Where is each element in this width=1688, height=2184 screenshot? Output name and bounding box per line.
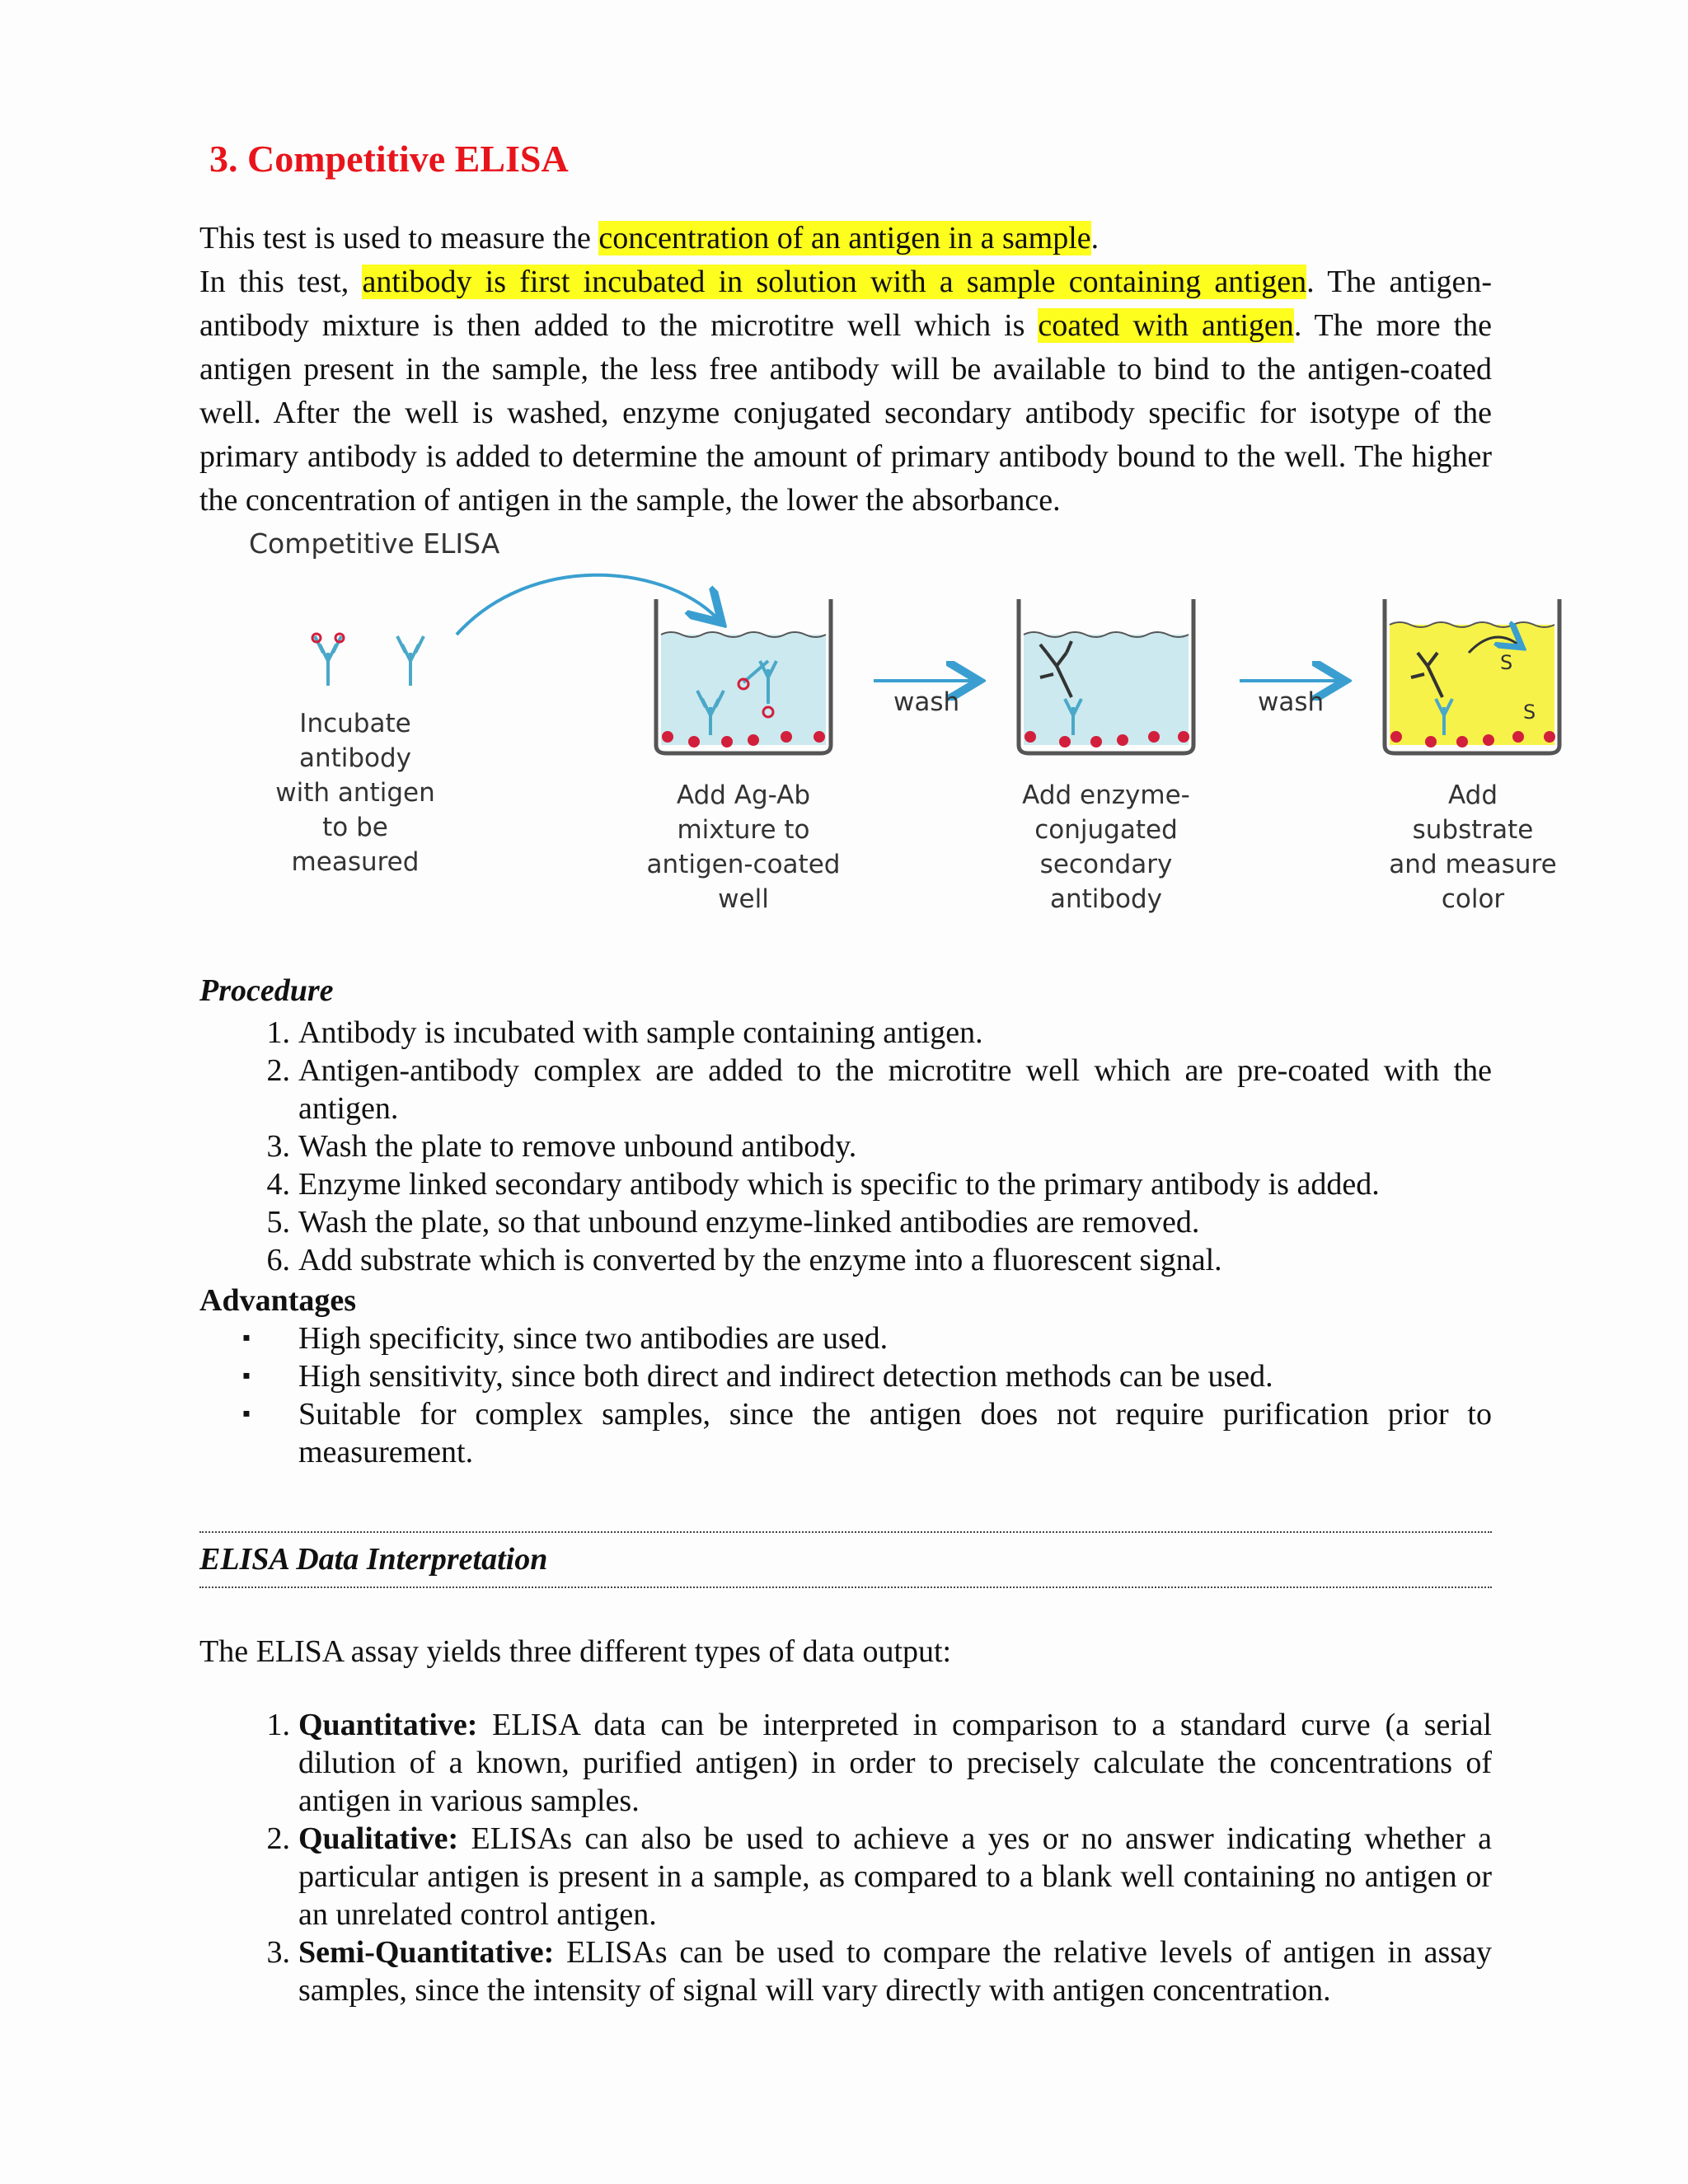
item-number: 6. (266, 1243, 290, 1277)
interpretation-list (199, 1706, 1492, 2009)
well-1 (656, 599, 831, 753)
item-term: Semi-Quantitative: (298, 1935, 555, 1970)
item-number: 3. (266, 1935, 290, 1970)
advantages-list (199, 1319, 1492, 1471)
item-text: ELISAs can also be used to achieve a yes or no answer indicating whether a particular antigen is present in a sample, as compared to a blank well containing no antigen or an unrelated control antigen. (298, 1821, 1492, 1932)
item-number: 3. (266, 1129, 290, 1164)
interpretation-heading: ELISA Data Interpretation (199, 1542, 548, 1577)
step-1-label: Incubate antibody with antigen to be measured (275, 709, 435, 877)
substrate-label: S (1523, 701, 1536, 724)
highlight-text: antibody is first incubated in solution with a sample containing antigen (362, 265, 1307, 299)
well-3 (1385, 599, 1559, 753)
list-item (199, 1933, 1492, 2009)
curved-arrow (457, 575, 717, 635)
item-text: Add substrate which is converted by the enzyme into a fluorescent signal. (298, 1243, 1222, 1277)
list-item (199, 1203, 1492, 1241)
bullet-icon: ▪ (242, 1401, 251, 1427)
step-3-label: Add enzyme-conjugated secondary antibody (1022, 780, 1190, 914)
item-number: 1. (266, 1708, 290, 1742)
list-item (199, 1357, 1492, 1395)
well-2 (1019, 599, 1193, 753)
interpretation-intro: The ELISA assay yields three different types of data output: (199, 1634, 952, 1669)
free-antibody-right (397, 636, 424, 686)
step-2-label: Add Ag-Ab mixture to antigen-coated well (646, 780, 841, 914)
list-item (199, 1820, 1492, 1933)
intro-paragraph (199, 217, 1492, 523)
list-item (199, 1241, 1492, 1279)
item-text: Wash the plate, so that unbound enzyme-linked antibodies are removed. (298, 1205, 1200, 1240)
highlight-text: concentration of an antigen in a sample (598, 221, 1091, 255)
item-text: ELISAs can be used to compare the relative levels of antigen in assay samples, since the intensity of signal will vary directly with antigen concentration. (298, 1935, 1492, 2008)
item-term: Quantitative: (298, 1708, 478, 1742)
section-heading: 3. Competitive ELISA (209, 138, 569, 180)
item-number: 5. (266, 1205, 290, 1240)
list-item (199, 1706, 1492, 1820)
list-item (199, 1014, 1492, 1052)
bullet-icon: ▪ (242, 1325, 251, 1351)
item-number: 4. (266, 1167, 290, 1202)
intro-text: . (1090, 221, 1100, 255)
list-item (199, 1319, 1492, 1357)
list-item (199, 1052, 1492, 1127)
bullet-icon: ▪ (242, 1363, 251, 1389)
advantages-heading: Advantages (199, 1283, 357, 1318)
list-item (199, 1127, 1492, 1165)
competitive-elisa-figure (199, 521, 1568, 949)
item-text: Antigen-antibody complex are added to the microtitre well which are pre-coated with the antigen. (298, 1053, 1492, 1126)
item-term: Qualitative: (298, 1821, 459, 1856)
step-4-label: Add substrate and measure color (1389, 780, 1557, 914)
item-number: 2. (266, 1821, 290, 1856)
divider (199, 1586, 1492, 1588)
item-text: Enzyme linked secondary antibody which is specific to the primary antibody is added. (298, 1167, 1380, 1202)
item-text: High sensitivity, since both direct and indirect detection methods can be used. (298, 1359, 1273, 1394)
wash-label-2: wash (1258, 687, 1325, 717)
item-text: Wash the plate to remove unbound antibody. (298, 1129, 857, 1164)
item-number: 1. (266, 1015, 290, 1050)
list-item (199, 1165, 1492, 1203)
intro-text: This test is used to measure the (199, 221, 599, 255)
intro-text: In this test, (199, 265, 363, 299)
item-text: Antibody is incubated with sample containing antigen. (298, 1015, 983, 1050)
item-text: ELISA data can be interpreted in comparison to a standard curve (a serial dilution of a known, purified antigen) in order to precisely calculate the concentrations of antigen in various samples. (298, 1708, 1492, 1818)
divider (199, 1531, 1492, 1533)
list-item (199, 1395, 1492, 1471)
substrate-label: S (1500, 651, 1513, 674)
intro-text: . The more the antigen present in the sample, the less free antibody will be available to bind to the antigen-coated well. After the well is washed, enzyme conjugated secondary antibody specific for isotype of the primary antibody is added to determine the amount of primary antibody bound to the well. The higher the concentration of antigen in the sample, the lower the absorbance. (199, 308, 1493, 518)
procedure-heading: Procedure (199, 973, 334, 1008)
wash-label-1: wash (893, 687, 960, 717)
highlight-text: coated with antigen (1038, 308, 1294, 343)
item-number: 2. (266, 1053, 290, 1088)
procedure-list (199, 1014, 1492, 1279)
item-text: High specificity, since two antibodies are used. (298, 1321, 889, 1356)
item-text: Suitable for complex samples, since the antigen does not require purification prior to measurement. (298, 1397, 1492, 1469)
intro-text: . The antigen-antibody mixture is then added to the microtitre well which is (199, 265, 1492, 343)
free-antibody-left (312, 634, 344, 686)
figure-title: Competitive ELISA (249, 527, 500, 560)
